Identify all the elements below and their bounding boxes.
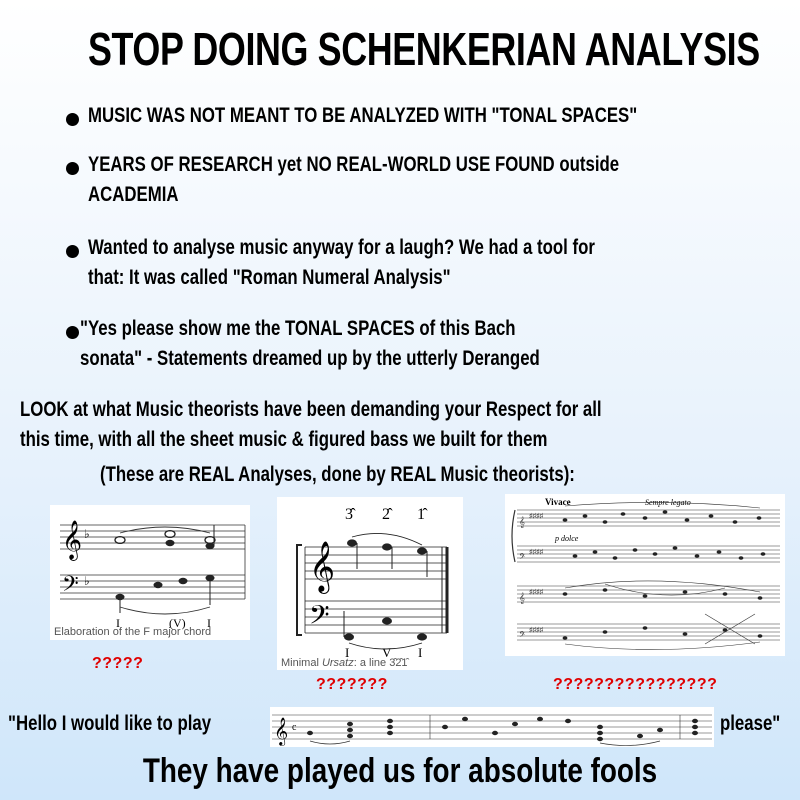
bullet-dot [66,326,79,339]
footer-caption: They have played us for absolute fools [142,752,658,790]
question-marks-3: ???????????????? [553,676,718,693]
roman-numeral: I [207,616,211,630]
analysis-example-3 [505,494,785,656]
bullet-dot [66,113,79,126]
score-strip [270,707,714,747]
svg-text:𝄢: 𝄢 [519,553,526,564]
svg-text:𝄢: 𝄢 [62,572,79,601]
svg-text:♭: ♭ [84,527,90,541]
dynamic-marking: p dolce [555,534,579,543]
bullet-dot [66,162,79,175]
caption-text: : a line 3̂2̂1̂ [353,657,408,669]
roman-numeral: (V) [169,616,186,630]
analysis-example-1 [50,505,250,640]
svg-text:♯♯♯♯: ♯♯♯♯ [529,512,543,520]
svg-text:𝄢: 𝄢 [519,631,526,642]
bullet-1-line-1: MUSIC WAS NOT MEANT TO BE ANALYZED WITH "TONAL SPACES" [88,104,638,127]
roman-numeral: I [116,616,120,630]
hello-prefix: "Hello I would like to play [8,712,212,735]
look-line-2: this time, with all the sheet music & figured bass we built for them [20,428,548,451]
svg-text:𝄞: 𝄞 [309,542,336,591]
score-image-2 [277,497,463,670]
question-marks-1: ????? [92,655,144,672]
svg-text:𝄞: 𝄞 [519,593,525,604]
example-1-caption: Elaboration of the F major chord [54,626,212,638]
svg-text:c: c [292,722,297,733]
svg-text:♯♯♯♯: ♯♯♯♯ [529,626,543,634]
roman-numeral: V [382,645,392,660]
schenker-notation-strip [270,707,714,747]
scale-degree: 2̂ [382,506,390,523]
svg-text:𝄢: 𝄢 [309,600,330,636]
expression-marking: Sempre legato [645,498,691,507]
real-analyses-line: (These are REAL Analyses, done by REAL Music theorists): [100,463,575,486]
svg-text:♭: ♭ [84,574,90,588]
hello-suffix: please" [720,712,781,735]
page-title: STOP DOING SCHENKERIAN ANALYSIS [88,23,760,75]
scale-degree: 1̂ [417,506,425,523]
analysis-example-2 [277,497,463,670]
roman-numeral: I [345,645,350,660]
caption-italic-text: Ursatz [321,657,354,669]
bullet-4-line-1: "Yes please show me the TONAL SPACES of this Bach [80,317,516,340]
svg-text:𝄞: 𝄞 [519,517,525,528]
svg-text:𝄞: 𝄞 [62,522,83,559]
bullet-dot [66,245,79,258]
svg-text:♯♯♯♯: ♯♯♯♯ [529,548,543,556]
example-2-caption [281,657,408,669]
svg-text:♯♯♯♯: ♯♯♯♯ [529,588,543,596]
svg-text:𝄞: 𝄞 [274,719,289,745]
question-marks-2: ??????? [316,676,388,693]
bullet-2-line-1: YEARS OF RESEARCH yet NO REAL-WORLD USE FOUND outside [88,153,620,176]
bullet-3-line-2: that: It was called "Roman Numeral Analysis" [88,266,451,289]
tempo-marking: Vivace [545,497,571,507]
bullet-4-line-2: sonata" - Statements dreamed up by the utterly Deranged [80,347,540,370]
scale-degree: 3̂ [345,506,353,523]
roman-numeral: I [418,645,423,660]
look-line-1: LOOK at what Music theorists have been demanding your Respect for all [20,398,602,421]
bullet-3-line-1: Wanted to analyse music anyway for a laugh? We had a tool for [88,236,595,259]
bullet-2-line-2: ACADEMIA [88,183,179,206]
caption-text: Minimal [281,657,322,669]
score-image-3 [505,494,785,656]
score-image-1 [50,505,250,640]
